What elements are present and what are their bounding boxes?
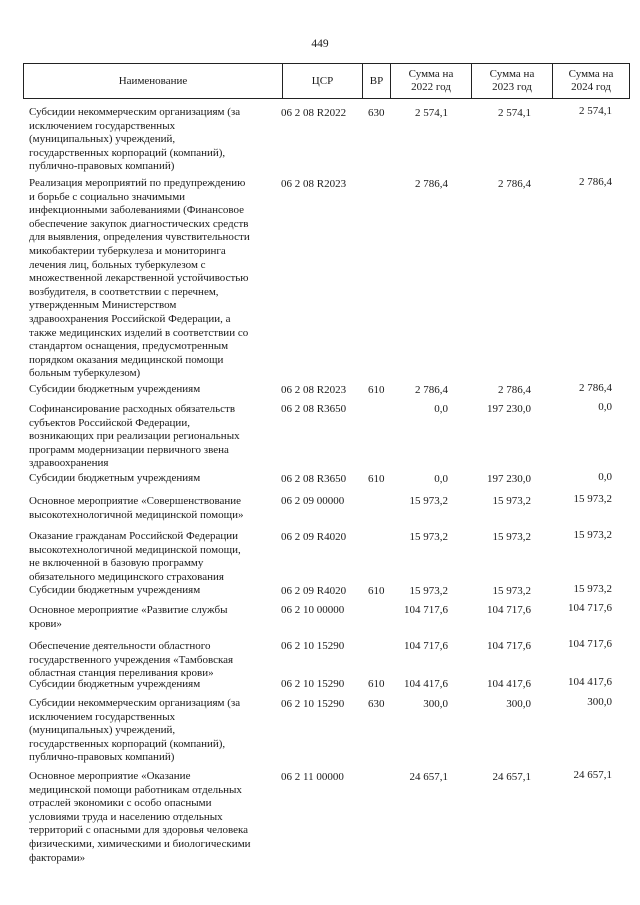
row-csr: 06 2 08 R2023 — [281, 178, 347, 190]
row-csr: 06 2 11 00000 — [281, 771, 344, 783]
row-name: Субсидии бюджетным учреждениям — [29, 584, 201, 596]
row-csr: 06 2 08 R2022 — [281, 107, 347, 119]
row-sum-2023: 15 973,2 — [492, 495, 531, 507]
row-vr: 630 — [368, 107, 385, 119]
row-name: Основное мероприятие «Оказание медицинской помощи работникам отдельных отраслей экономики с особо опасными условиями труда и населению отдельных территорий с опасными для здоровья человека физическими, химическими и биологическими факторами» — [29, 770, 251, 864]
row-sum-2022: 15 973,2 — [409, 495, 448, 507]
row-sum-2022: 2 574,1 — [415, 107, 448, 119]
row-name: Основное мероприятие «Совершенствование высокотехнологичной медицинской помощи» — [29, 495, 244, 521]
row-sum-2023: 2 786,4 — [498, 384, 531, 396]
row-sum-2024: 300,0 — [587, 696, 612, 708]
row-sum-2023: 197 230,0 — [487, 403, 531, 415]
row-sum-2023: 104 717,6 — [487, 640, 531, 652]
row-sum-2024: 0,0 — [598, 401, 612, 413]
row-csr: 06 2 08 R2023 — [281, 384, 347, 396]
row-sum-2022: 2 786,4 — [415, 178, 448, 190]
header-csr: ЦСР — [282, 64, 362, 98]
row-vr: 610 — [368, 585, 385, 597]
header-sum-2023: Сумма на 2023 год — [471, 64, 552, 98]
row-name: Субсидии некоммерческим организациям (за исключением государственных (муниципальных) учреждений, государственных корпораций (компаний), публично-правовых компаний) — [29, 106, 241, 173]
row-vr: 610 — [368, 473, 385, 485]
row-sum-2022: 15 973,2 — [409, 585, 448, 597]
row-sum-2024: 104 717,6 — [568, 602, 612, 614]
row-sum-2024: 104 717,6 — [568, 638, 612, 650]
row-sum-2022: 0,0 — [434, 403, 448, 415]
row-sum-2024: 2 786,4 — [579, 382, 612, 394]
row-csr: 06 2 10 15290 — [281, 640, 345, 652]
header-sum-2024: Сумма на 2024 год — [552, 64, 629, 98]
row-sum-2023: 104 717,6 — [487, 604, 531, 616]
row-sum-2024: 2 786,4 — [579, 176, 612, 188]
row-sum-2022: 0,0 — [434, 473, 448, 485]
row-vr: 610 — [368, 384, 385, 396]
row-name: Субсидии некоммерческим организациям (за исключением государственных (муниципальных) учреждений, государственных корпораций (компаний), публично-правовых компаний) — [29, 697, 241, 764]
row-csr: 06 2 10 15290 — [281, 698, 345, 710]
row-name: Основное мероприятие «Развитие службы крови» — [29, 604, 228, 630]
row-sum-2023: 15 973,2 — [492, 585, 531, 597]
row-sum-2022: 15 973,2 — [409, 531, 448, 543]
row-sum-2022: 2 786,4 — [415, 384, 448, 396]
row-csr: 06 2 10 15290 — [281, 678, 345, 690]
header-vr: ВР — [362, 64, 390, 98]
header-sum-2022: Сумма на 2022 год — [390, 64, 471, 98]
row-vr: 610 — [368, 678, 385, 690]
row-sum-2023: 300,0 — [506, 698, 531, 710]
row-sum-2024: 104 417,6 — [568, 676, 612, 688]
row-csr: 06 2 09 00000 — [281, 495, 345, 507]
row-sum-2022: 300,0 — [423, 698, 448, 710]
row-sum-2024: 15 973,2 — [573, 529, 612, 541]
row-name: Субсидии бюджетным учреждениям — [29, 678, 201, 690]
row-csr: 06 2 09 R4020 — [281, 531, 347, 543]
row-sum-2024: 15 973,2 — [573, 583, 612, 595]
row-csr: 06 2 08 R3650 — [281, 473, 347, 485]
row-csr: 06 2 08 R3650 — [281, 403, 347, 415]
row-sum-2024: 0,0 — [598, 471, 612, 483]
row-vr: 630 — [368, 698, 385, 710]
row-csr: 06 2 10 00000 — [281, 604, 345, 616]
page-number: 449 — [311, 38, 329, 50]
row-sum-2022: 104 717,6 — [404, 640, 448, 652]
row-sum-2024: 24 657,1 — [573, 769, 612, 781]
row-name: Субсидии бюджетным учреждениям — [29, 383, 201, 395]
row-sum-2023: 15 973,2 — [492, 531, 531, 543]
row-sum-2024: 15 973,2 — [573, 493, 612, 505]
row-sum-2022: 24 657,1 — [409, 771, 448, 783]
row-sum-2022: 104 717,6 — [404, 604, 448, 616]
row-sum-2023: 24 657,1 — [492, 771, 531, 783]
row-sum-2022: 104 417,6 — [404, 678, 448, 690]
row-name: Софинансирование расходных обязательств субъектов Российской Федерации, возникающих при реализации региональных программ модернизации первичного звена здравоохранения — [29, 403, 240, 470]
row-csr: 06 2 09 R4020 — [281, 585, 347, 597]
row-sum-2023: 104 417,6 — [487, 678, 531, 690]
row-sum-2023: 2 786,4 — [498, 178, 531, 190]
row-name: Оказание гражданам Российской Федерации высокотехнологичной медицинской помощи, не включенной в базовую программу обязательного медицинского страхования — [29, 530, 241, 583]
header-name: Наименование — [118, 74, 188, 87]
row-sum-2023: 2 574,1 — [498, 107, 531, 119]
row-sum-2023: 197 230,0 — [487, 473, 531, 485]
row-sum-2024: 2 574,1 — [579, 105, 612, 117]
row-name: Обеспечение деятельности областного государственного учреждения «Тамбовская областная станция переливания крови» — [29, 640, 234, 680]
table-header — [23, 63, 630, 99]
row-name: Реализация мероприятий по предупреждению и борьбе с социально значимыми инфекционными заболеваниями (Финансовое обеспечение закупок диагностических средств для выявления, определения чувствительности микобактерии туберкулеза и мониторинга лечения лиц, больных туберкулезом с множественной лекарственной устойчивостью возбудителя, в соответствии с перечнем, утвержденным Министерством здравоохранения Российской Федерации, а также медицинских изделий в соответствии со стандартом оснащения, предусмотренным порядком оказания медицинской помощи больным туберкулезом) — [29, 177, 250, 380]
row-name: Субсидии бюджетным учреждениям — [29, 472, 201, 484]
